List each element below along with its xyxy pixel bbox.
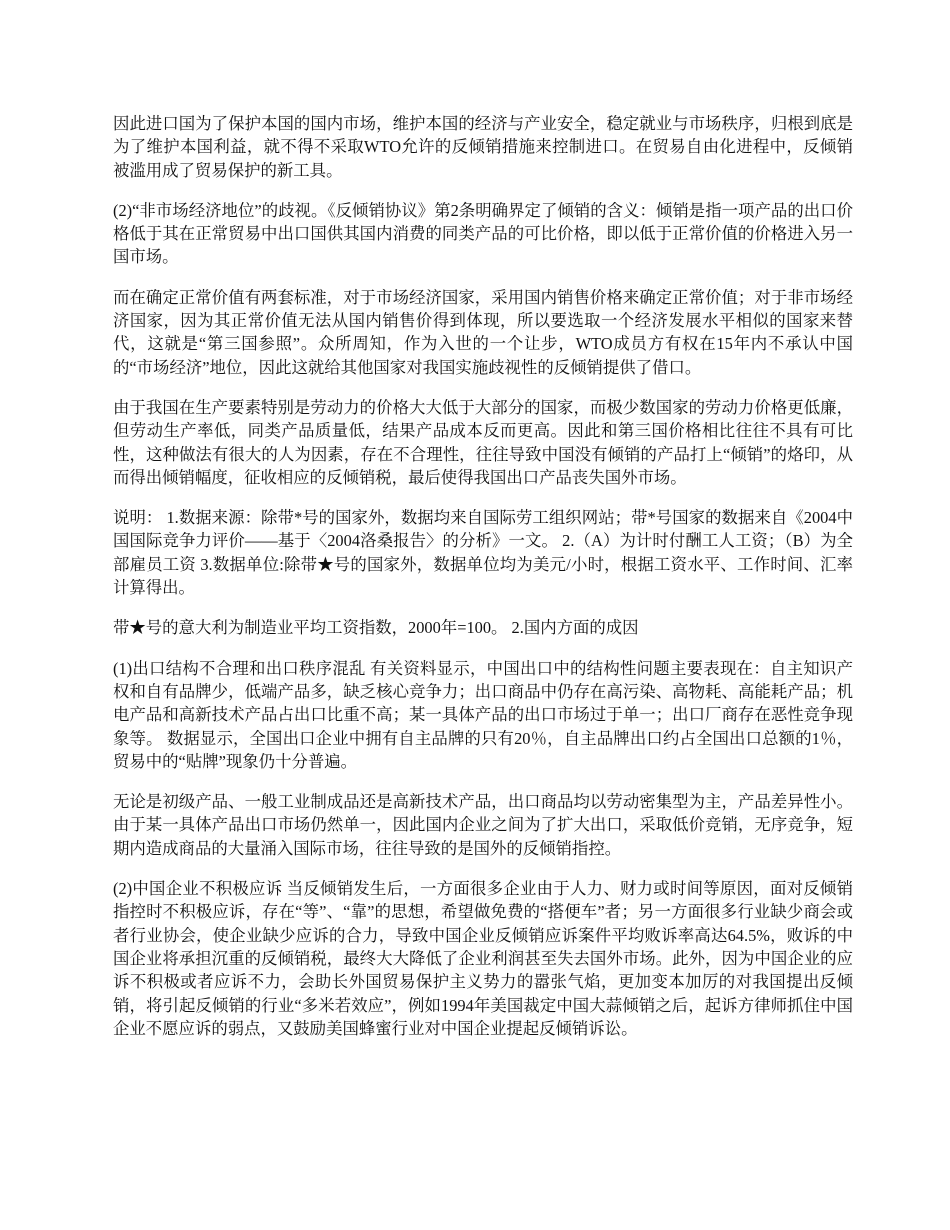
document-body	[113, 112, 853, 1057]
paragraph-non-market-economy: (2)“非市场经济地位”的歧视。《反倾销协议》第2条明确界定了倾销的含义：倾销是指一项产品的出口价格低于其在正常贸易中出口国供其国内消费的同类产品的可比价格，即以低于正常价值的价格进入另一国市场。	[113, 200, 853, 267]
paragraph-labor-cost-comparison: 由于我国在生产要素特别是劳动力的价格大大低于大部分的国家，而极少数国家的劳动力价格更低廉，但劳动生产率低，同类产品质量低，结果产品成本反而更高。因此和第三国价格相比往往不具有可比性，这种做法有很大的人为因素，存在不合理性，往往导致中国没有倾销的产品打上“倾销”的烙印，从而得出倾销幅度，征收相应的反倾销税，最后使得我国出口产品丧失国外市场。	[113, 397, 853, 487]
paragraph-normal-value-standards: 而在确定正常价值有两套标准，对于市场经济国家，采用国内销售价格来确定正常价值；对于非市场经济国家，因为其正常价值无法从国内销售价得到体现，所以要选取一个经济发展水平相似的国家来替代，这就是“第三国参照”。众所周知，作为入世的一个让步，WTO成员方有权在15年内不承认中国的“市场经济”地位，因此这就给其他国家对我国实施歧视性的反倾销提供了借口。	[113, 287, 853, 377]
paragraph-data-notes: 说明： 1.数据来源：除带*号的国家外，数据均来自国际劳工组织网站；带*号国家的数据来自《2004中国国际竞争力评价——基于〈2004洛桑报告〉的分析》一文。 2.（A）为计时付酬工人工资；（B）为全部雇员工资 3.数据单位:除带★号的国家外，数据单位均为美元/小时，根据工资水平、工作时间、汇率计算得出。	[113, 508, 853, 598]
paragraph-italy-note: 带★号的意大利为制造业平均工资指数，2000年=100。 2.国内方面的成因	[113, 618, 639, 638]
paragraph-import-protection: 因此进口国为了保护本国的国内市场，维护本国的经济与产业安全，稳定就业与市场秩序，归根到底是为了维护本国利益，就不得不采取WTO允许的反倾销措施来控制进口。在贸易自由化进程中，反倾销被滥用成了贸易保护的新工具。	[113, 114, 853, 180]
paragraph-labor-intensive: 无论是初级产品、一般工业制成品还是高新技术产品，出口商品均以劳动密集型为主，产品差异性小。由于某一具体产品出口市场仍然单一，因此国内企业之间为了扩大出口，采取低价竞销，无序竞争，短期内造成商品的大量涌入国际市场，往往导致的是国外的反倾销指控。	[113, 792, 853, 858]
paragraph-not-responding: (2)中国企业不积极应诉 当反倾销发生后，一方面很多企业由于人力、财力或时间等原因，面对反倾销指控时不积极应诉，存在“等”、“靠”的思想，希望做免费的“搭便车”者；另一方面很多行业缺少商会或者行业协会，使企业缺少应诉的合力，导致中国企业反倾销应诉案件平均败诉率高达64.5%，败诉的中国企业将承担沉重的反倾销税，最终大大降低了企业利润甚至失去国外市场。此外，因为中国企业的应诉不积极或者应诉不力，会助长外国贸易保护主义势力的嚣张气焰，更加变本加厉的对我国提出反倾销，将引起反倾销的行业“多米若效应”，例如1994年美国裁定中国大蒜倾销之后，起诉方律师抓住中国企业不愿应诉的弱点，又鼓励美国蜂蜜行业对中国企业提起反倾销诉讼。	[113, 879, 853, 1038]
paragraph-export-structure: (1)出口结构不合理和出口秩序混乱 有关资料显示，中国出口中的结构性问题主要表现在：自主知识产权和自有品牌少，低端产品多，缺乏核心竞争力；出口商品中仍存在高污染、高物耗、高能耗产品；机电产品和高新技术产品占出口比重不高；某一具体产品的出口市场过于单一；出口厂商存在恶性竞争现象等。 数据显示，全国出口企业中拥有自主品牌的只有20％，自主品牌出口约占全国出口总额的1％，贸易中的“贴牌”现象仍十分普遍。	[113, 658, 853, 771]
